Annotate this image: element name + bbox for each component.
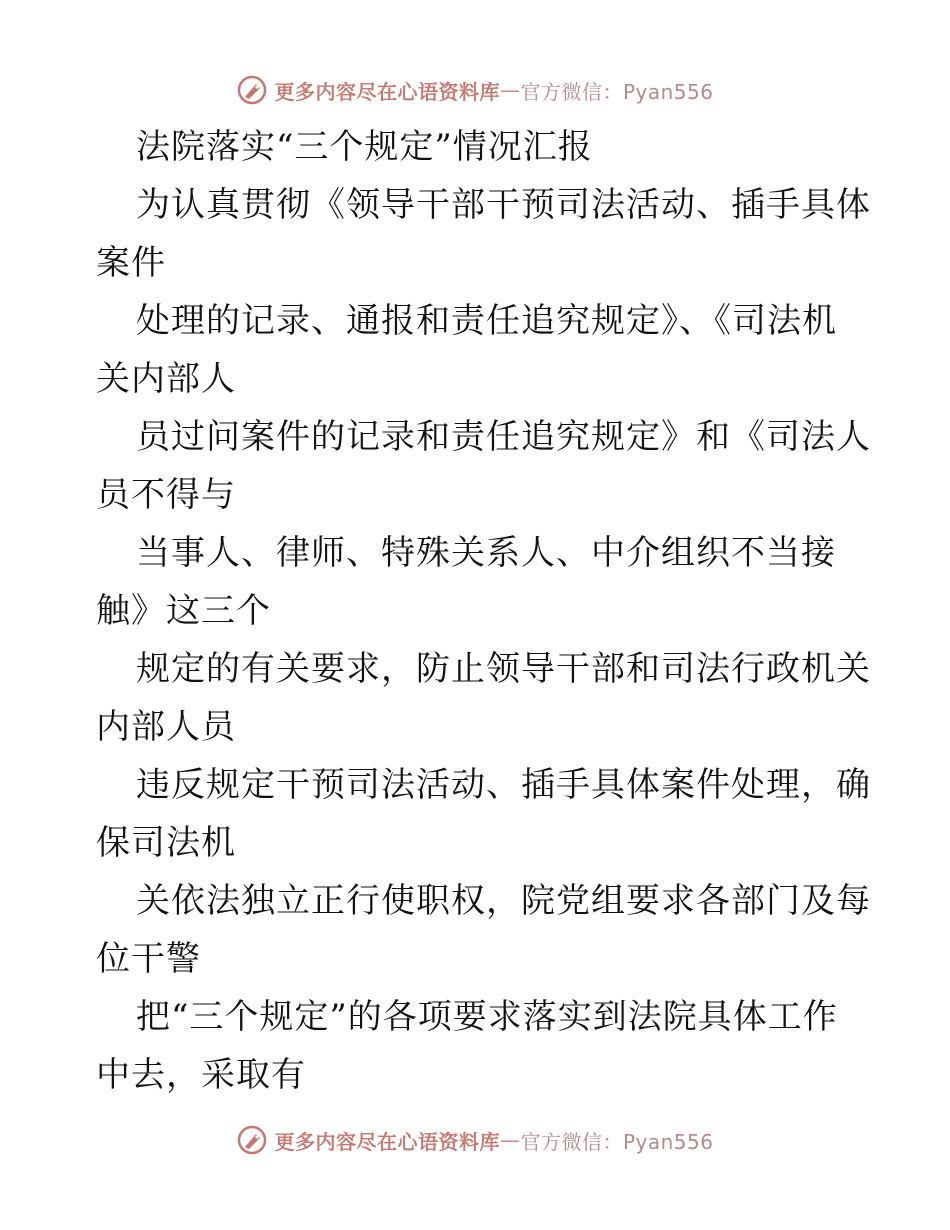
pen-nib-logo-icon	[236, 1124, 268, 1156]
paragraph-line: 位干警	[96, 939, 201, 979]
paragraph-line: 规定的有关要求，防止领导干部和司法行政机关	[136, 649, 871, 689]
paragraph-line: 为认真贯彻《领导干部干预司法活动、插手具体	[136, 185, 871, 225]
paragraph-line: 关依法独立正行使职权，院党组要求各部门及每	[136, 881, 871, 921]
paragraph-line: 员不得与	[96, 475, 236, 515]
paragraph-line: 把“三个规定”的各项要求落实到法院具体工作	[136, 997, 838, 1037]
pen-nib-logo-icon	[236, 74, 268, 106]
paragraph-line: 触》这三个	[96, 591, 271, 631]
document-title: 法院落实“三个规定”情况汇报	[136, 127, 593, 167]
footer-watermark	[0, 1120, 950, 1160]
paragraph-line: 员过问案件的记录和责任追究规定》和《司法人	[136, 417, 871, 457]
paragraph-line: 处理的记录、通报和责任追究规定》、《司法机	[136, 301, 837, 341]
document-body	[96, 118, 871, 1104]
header-watermark	[0, 70, 950, 110]
paragraph-line: 内部人员	[96, 707, 236, 747]
watermark-wechat-text: 官方微信：Pyan556	[520, 79, 714, 104]
paragraph-line: 案件	[96, 243, 166, 283]
watermark-separator: —	[499, 78, 521, 102]
paragraph-line: 当事人、律师、特殊关系人、中介组织不当接	[136, 533, 836, 573]
watermark-separator: —	[499, 1128, 521, 1152]
watermark-wechat-text: 官方微信：Pyan556	[520, 1129, 714, 1154]
paragraph-line: 中去，采取有	[96, 1055, 306, 1095]
watermark-brand-text: 更多内容尽在心语资料库	[274, 79, 500, 104]
paragraph-line: 保司法机	[96, 823, 236, 863]
paragraph-line: 关内部人	[96, 359, 236, 399]
watermark-brand-text: 更多内容尽在心语资料库	[274, 1129, 500, 1154]
paragraph-line: 违反规定干预司法活动、插手具体案件处理，确	[136, 765, 871, 805]
